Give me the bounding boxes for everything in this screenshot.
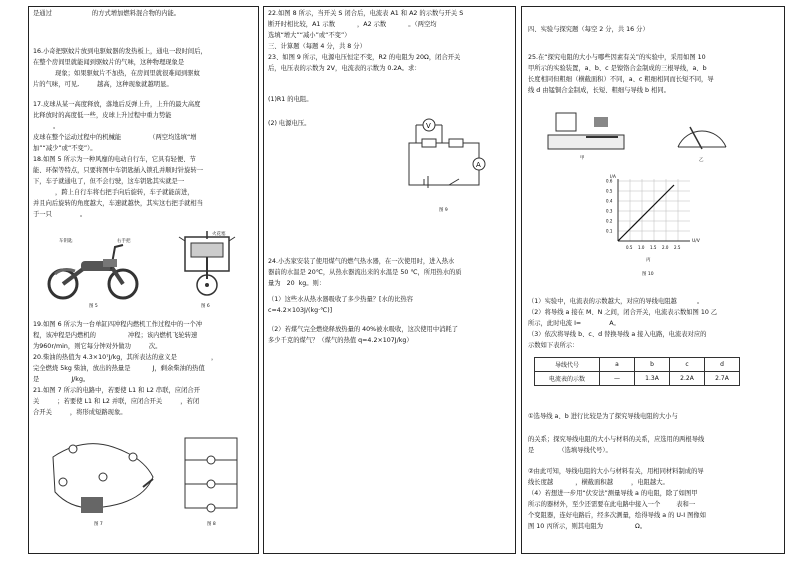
table-cell: 2.2A — [670, 372, 705, 386]
q19-line: 为960r/min，则它每分钟对外做功 次。 — [33, 343, 162, 350]
exp-line: （1）实验中，电流表的示数越大，对应的导线电阻越 。 — [528, 298, 704, 305]
graph-x-tick: 1.0 — [638, 245, 645, 250]
q17-line: 。 — [33, 123, 60, 130]
conclusion-line: 所示的器材外，至少还需要在此电路中接入一个 表和一 — [528, 501, 696, 508]
q16-line: 16.小奇把驱蚊片放到电驱蚊器的发热板上，通电一段时间后， — [33, 48, 207, 55]
graph-x-label: U/V — [692, 239, 700, 244]
figure-7-circuit — [43, 427, 163, 522]
q21-line: 合开关 ，将形成短路现象。 — [33, 409, 127, 416]
graph-y-tick: 0.6 — [606, 178, 613, 184]
q25-line: 25.在“探究电阻的大小与哪些因素有关”的实验中，采用如图 10 — [528, 54, 706, 61]
graph-y-tick: 0.1 — [606, 228, 613, 234]
q20-line: 20.柴油的热值为 4.3×10⁷J/kg，其所表达的意义是 ， — [33, 354, 218, 361]
conclusion-line: 个变阻器，连好电路后，经多次测量，绘得导线 a 的 U-I 图像如 — [528, 512, 707, 519]
table-header-cell: b — [635, 358, 670, 372]
graph-x-tick: 0.5 — [626, 245, 633, 250]
fig10-bing-label: 丙 — [646, 258, 651, 263]
table-row — [535, 372, 740, 386]
conclusion-line: （4）若想进一步用“伏安法”测量导线 a 的电阻，除了如图甲 — [528, 490, 698, 497]
section-3-heading: 三、计算题（每题 4 分，共 8 分） — [268, 43, 366, 50]
fig7-caption: 图 7 — [94, 522, 103, 527]
svg-text:V: V — [426, 122, 431, 130]
q25-line: 长度相同但粗细（横截面积）不同，a、c 粗细相同而长短不同，导 — [528, 76, 714, 83]
exp-line: 所示，此时电流 I= A。 — [528, 320, 620, 327]
q23-sub1: (1)R1 的电阻。 — [268, 96, 313, 103]
q20-line: 完全燃烧 5kg 柴油，放出的热量是 J，剩余柴油的热值 — [33, 365, 205, 372]
table-cell: 1.3A — [635, 372, 670, 386]
q16-line: 在整个房间里就能闻到驱蚊片的气味，这种物理现象是 — [33, 59, 185, 66]
conclusion-line: ②由此可知，导线电阻的大小与材料有关，用相同材料制成的导 — [528, 468, 704, 475]
q21-line: 关 ；若要使 L1 和 L2 并联，应闭合开关 ，若闭 — [33, 398, 200, 405]
fig5-handle-label: 右手把 — [117, 239, 131, 244]
q25-line: 甲所示的实验装置，a、b、c 是镍铬合金制成的三根导线，a、b — [528, 65, 707, 72]
graph-y-tick: 0.5 — [606, 188, 613, 194]
text-line: 是通过 的方式增加燃料混合物的内能。 — [33, 10, 181, 17]
graph-y-tick: 0.2 — [606, 218, 613, 224]
q18-line: 能、环保等特点，只要将图中车钥匙插入锁孔并顺时针旋转一 — [33, 167, 204, 174]
figure-6-engine — [177, 229, 237, 304]
figure-10-ammeter — [672, 117, 732, 157]
q24-line: 量为 20 kg。则： — [268, 280, 326, 287]
q19-line: 程，该冲程是内燃机的 冲程；该内燃机飞轮转速 — [33, 332, 198, 339]
column-middle — [263, 6, 516, 554]
conclusion-line: 线长度越 ，横截面积越 ，电阻越大。 — [528, 479, 669, 486]
table-header-cell: d — [705, 358, 740, 372]
q25-line: 线 d 由锰铜合金制成，长短、粗细与导线 b 相同。 — [528, 87, 670, 94]
table-header-cell: c — [670, 358, 705, 372]
table-header-row — [535, 358, 740, 372]
q24-line: （2）若煤气完全燃烧释放热量的 40%被水吸收，这次使用中消耗了 — [268, 326, 459, 333]
q18-line: ，跨上自行车将右把手向后旋转，车子就能前进， — [33, 189, 194, 196]
figure-9-circuit — [394, 115, 494, 200]
q18-line: 18.如图 5 所示为一种风靡的电动自行车，它具有轻便、节 — [33, 156, 196, 163]
graph-y-tick: 0.3 — [606, 208, 613, 214]
fig6-caption: 图 6 — [201, 304, 210, 309]
q22-line: 断开时相比较，A1 示数 ，A2 示数 。（两空均 — [268, 21, 437, 28]
figure-10-apparatus — [546, 107, 626, 152]
column-left — [28, 6, 259, 554]
q20-line: 是 J/kg。 — [33, 376, 90, 383]
table-cell: 电流表的示数 — [535, 372, 600, 386]
fig5-caption: 图 5 — [89, 304, 98, 309]
exp-line: （3）依次将导线 b、c、d 替换导线 a 接入电路，电流表对应的 — [528, 331, 707, 338]
conclusion-line: 是 （选填导线代号）。 — [528, 447, 612, 454]
table-header-cell: a — [600, 358, 635, 372]
graph-x-tick: 2.0 — [662, 245, 669, 250]
q21-line: 21.如图 7 所示的电路中，若要使 L1 和 L2 串联，应闭合开 — [33, 387, 200, 394]
q24-line: 器前的水温是 20℃，从热水器流出来的水温是 50 ℃，所用热水的质 — [268, 269, 462, 276]
graph-y-tick: 0.4 — [606, 198, 613, 204]
table-header-cell: 导线代号 — [535, 358, 600, 372]
q18-line: 并且向后旋转的角度越大，车速就越快，其实这右把手就相当 — [33, 200, 204, 207]
fig10-yi-label: 乙 — [699, 158, 704, 163]
q23-line: 23、如图 9 所示，电源电压恒定不变，R2 的电阻为 20Ω，闭合开关 — [268, 54, 461, 61]
q17-line: 加”“减少”或“不变”）。 — [33, 145, 97, 152]
figure-8-schematic — [177, 432, 247, 517]
fig10-caption: 图 10 — [642, 272, 654, 277]
fig8-caption: 图 8 — [207, 522, 216, 527]
q23-line: 后，电压表的示数为 2V，电流表的示数为 0.2A。求： — [268, 65, 421, 72]
conclusion-line: ①选导线 a、b 进行比较是为了探究导线电阻的大小与 — [528, 413, 678, 420]
fig9-caption: 图 9 — [439, 208, 448, 213]
graph-x-tick: 1.5 — [650, 245, 657, 250]
q16-line: 现象；如果驱蚊片不加热，在房间里就很难闻到驱蚊 — [33, 70, 200, 77]
q24-line: 多少千克的煤气？（煤气的热值 q=4.2×107J/kg） — [268, 337, 413, 344]
q18-line: 下，车子就通电了，但不会行驶，这车钥匙其实就是一 — [33, 178, 185, 185]
q17-line: 比释放时的高度低一些，皮球上升过程中重力势能 — [33, 112, 172, 119]
q22-line: 选填“增大”“减小”或“不变”） — [268, 32, 351, 39]
graph-x-tick: 2.5 — [674, 245, 681, 250]
q17-line: 17.皮球从某一高度释放，落地后反弹上升，上升的最大高度 — [33, 101, 201, 108]
q24-line: c=4.2×103J/(kg·℃)] — [268, 307, 333, 314]
exp-line: 示数如下表所示： — [528, 342, 579, 349]
q18-line: 于一只 。 — [33, 211, 87, 218]
graph-grid — [606, 179, 690, 251]
results-table — [534, 357, 740, 386]
fig10-jia-label: 甲 — [580, 156, 585, 161]
q23-sub2: (2) 电源电压。 — [268, 120, 311, 127]
q19-line: 19.如图 6 所示为一台单缸四冲程内燃机工作过程中的一个冲 — [33, 321, 203, 328]
figure-10-graph — [604, 175, 694, 255]
conclusion-line: 的关系；探究导线电阻的大小与材料的关系，应选用的两根导线 — [528, 436, 705, 443]
section-4-heading: 四、实验与探究题（每空 2 分，共 16 分） — [528, 26, 649, 33]
graph-y-label: I/A — [610, 175, 616, 180]
exp-line: （2）将导线 a 接在 M、N 之间，闭合开关，电流表示数如图 10 乙 — [528, 309, 718, 316]
q24-line: （1）这些水从热水器吸收了多少热量？[水的比热容 — [268, 296, 413, 303]
q24-line: 24.小杰家安装了使用煤气的燃气热水器，在一次使用时，进入热水 — [268, 258, 455, 265]
graph-line — [618, 185, 674, 241]
conclusion-line: 图 10 丙所示，则其电阻为 Ω。 — [528, 523, 647, 530]
fig5-key-label: 车钥匙 — [59, 239, 73, 244]
table-cell: — — [600, 372, 635, 386]
column-right — [521, 6, 785, 554]
svg-text:A: A — [476, 161, 481, 169]
fig6-sparkplug-label: 火花塞 — [212, 232, 226, 237]
q22-line: 22.如图 8 所示，当开关 S 闭合后，电流表 A1 和 A2 的示数与开关 S — [268, 10, 464, 17]
q16-line: 片的气味，可见, 越高，这种现象就越明显。 — [33, 81, 173, 88]
q17-line: 皮球在整个运动过程中的机械能 （两空均选填“增 — [33, 134, 197, 141]
table-cell: 2.7A — [705, 372, 740, 386]
